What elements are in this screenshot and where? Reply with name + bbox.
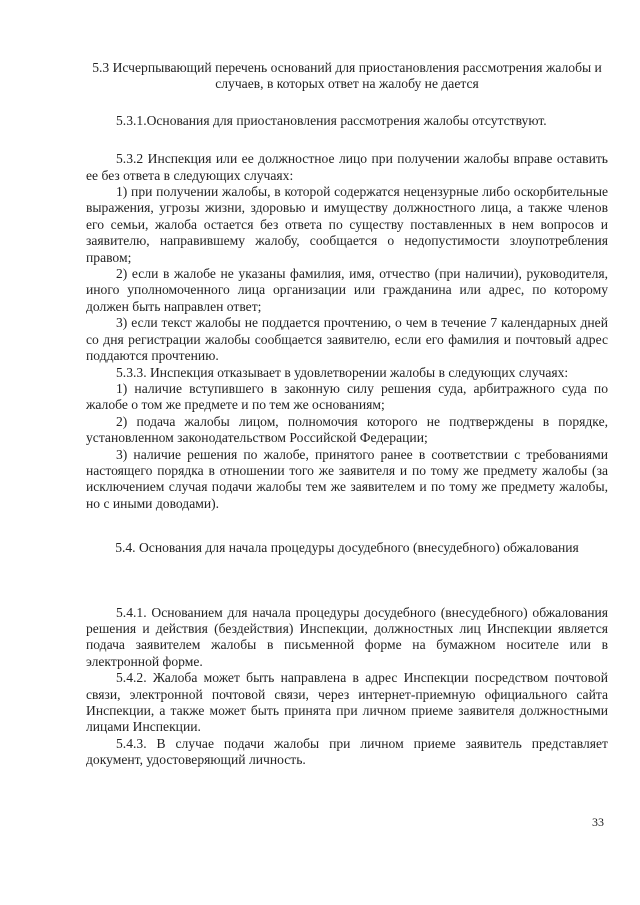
paragraph-5-3-2-item-1: 1) при получении жалобы, в которой содержатся нецензурные либо оскорбительные выражения, угрозы жизни, здоровью и имуществу должностного лица, а также членов его семьи, жалоба остается без ответа по существу поставленных в нем вопросов и заявителю, направившему жалобу, сообщается о недопустимости злоупотребления правом; xyxy=(86,184,608,265)
paragraph-5-3-1: 5.3.1.Основания для приостановления рассмотрения жалобы отсутствуют. xyxy=(116,112,547,128)
paragraph-5-3-2: 5.3.2 Инспекция или ее должностное лицо при получении жалобы вправе оставить ее без ответа в следующих случаях: xyxy=(86,151,608,183)
page-number: 33 xyxy=(592,815,604,829)
section-heading-5-4: 5.4. Основания для начала процедуры досудебного (внесудебного) обжалования xyxy=(115,540,579,556)
paragraph-5-3-3-item-3: 3) наличие решения по жалобе, принятого ранее в соответствии с требованиями настоящего порядка в отношении того же заявителя и по тому же предмету жалобы (за исключением случая подачи жалобы тем же заявителем и по тому же предмету жалобы, но с иными доводами). xyxy=(86,446,608,511)
paragraph-5-3-3-item-1: 1) наличие вступившего в законную силу решения суда, арбитражного суда по жалобе о том же предмете и по тем же основаниям; xyxy=(86,380,608,413)
document-body xyxy=(86,60,608,769)
paragraph-5-4-1: 5.4.1. Основанием для начала процедуры досудебного (внесудебного) обжалования решения и действия (бездействия) Инспекции, должностных лиц Инспекции является подача заявителем жалобы в письменной форме на бумажном носителе или в электронной форме. xyxy=(86,604,608,669)
section-heading-5-3: 5.3 Исчерпывающий перечень оснований для приостановления рассмотрения жалобы и случаев, в которых ответ на жалобу не дается xyxy=(92,60,602,92)
paragraph-5-3-3: 5.3.3. Инспекция отказывает в удовлетворении жалобы в следующих случаях: xyxy=(116,364,569,380)
paragraph-5-3-2-item-2: 2) если в жалобе не указаны фамилия, имя, отчество (при наличии), руководителя, иного уполномоченного лица организации или гражданина или адрес, по которому должен быть направлен ответ; xyxy=(86,266,608,314)
paragraph-5-3-2-item-3: 3) если текст жалобы не поддается прочтению, о чем в течение 7 календарных дней со дня регистрации жалобы сообщается заявителю, если его фамилия и почтовый адрес поддаются прочтению. xyxy=(86,315,608,364)
paragraph-5-4-3: 5.4.3. В случае подачи жалобы при личном приеме заявитель представляет документ, удостоверяющий личность. xyxy=(86,735,608,768)
paragraph-5-3-3-item-2: 2) подача жалобы лицом, полномочия которого не подтверждены в порядке, установленном законодательством Российской Федерации; xyxy=(86,413,608,446)
paragraph-5-4-2: 5.4.2. Жалоба может быть направлена в адрес Инспекции посредством почтовой связи, электронной почтовой связи, через интернет-приемную официального сайта Инспекции, а также может быть принята при личном приеме заявителя должностными лицами Инспекции. xyxy=(86,670,608,735)
